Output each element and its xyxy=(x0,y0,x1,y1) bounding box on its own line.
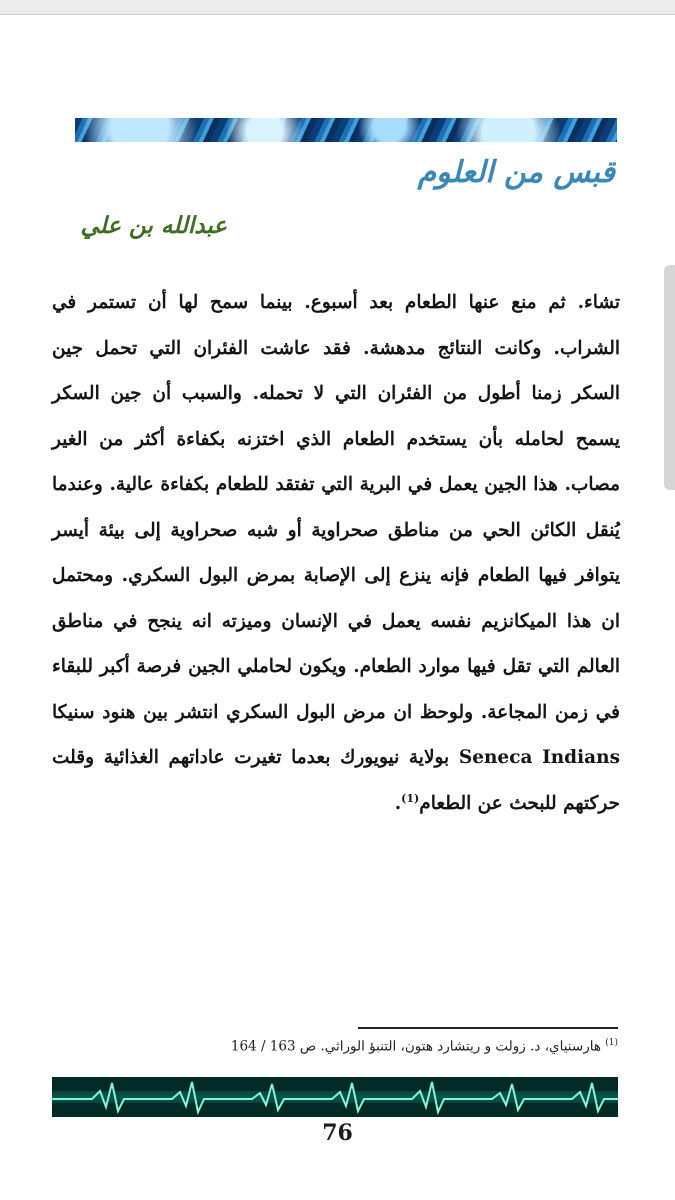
footer-heartbeat-banner xyxy=(52,1077,618,1117)
footnote-reference[interactable]: (1) xyxy=(401,791,420,805)
header-decorative-banner xyxy=(75,118,617,142)
author-name: عبدالله بن علي xyxy=(80,212,227,239)
footnote-text: هارسنياي، د. زولت و ريتشارد هتون، التنبؤ الوراثي. ص 163 / 164 xyxy=(230,1038,606,1055)
article-paragraph: تشاء. ثم منع عنها الطعام بعد أسبوع. بينما سمح لها أن تستمر في الشراب. وكانت النتائج مدهشة. فقد عاشت الفئران التي تحمل جين السكر زمنا أطول من الفئران التي لا تحمله. والسبب أن جين السكر يسمح لحامله بأن يستخدم الطعام الذي اختزنه بكفاءة أكثر من الغير مصاب. هذا الجين يعمل في البرية التي تفتقد للطعام بكفاءة عالية. وعندما يُنقل الكائن الحي من مناطق صحراوية أو شبه صحراوية إلى بيئة أيسر يتوافر فيها الطعام فإنه ينزع إلى الإصابة بمرض البول السكري. ومحتمل ان هذا الميكانزيم نفسه يعمل في الإنسان وميزته انه ينجح في مناطق العالم التي تقل فيها موارد الطعام. ويكون لحاملي الجين فرصة أكبر للبقاء في زمن المجاعة. ولوحظ ان مرض البول السكري انتشر بين هنود سنيكا Seneca Indians بولاية نيويورك بعدما تغيرت عاداتهم الغذائية وقلت حركتهم للبحث عن الطعام xyxy=(52,292,620,814)
footnote xyxy=(231,1038,618,1055)
browser-top-bar xyxy=(0,0,675,15)
article-body xyxy=(52,280,620,826)
page-number: 76 xyxy=(322,1120,353,1146)
heartbeat-icon xyxy=(52,1077,618,1117)
paragraph-end: . xyxy=(394,792,402,814)
scrollbar-handle[interactable] xyxy=(664,265,675,490)
footnote-divider xyxy=(358,1027,618,1029)
footnote-marker: (1) xyxy=(605,1038,618,1048)
section-title: قبس من العلوم xyxy=(417,155,615,190)
